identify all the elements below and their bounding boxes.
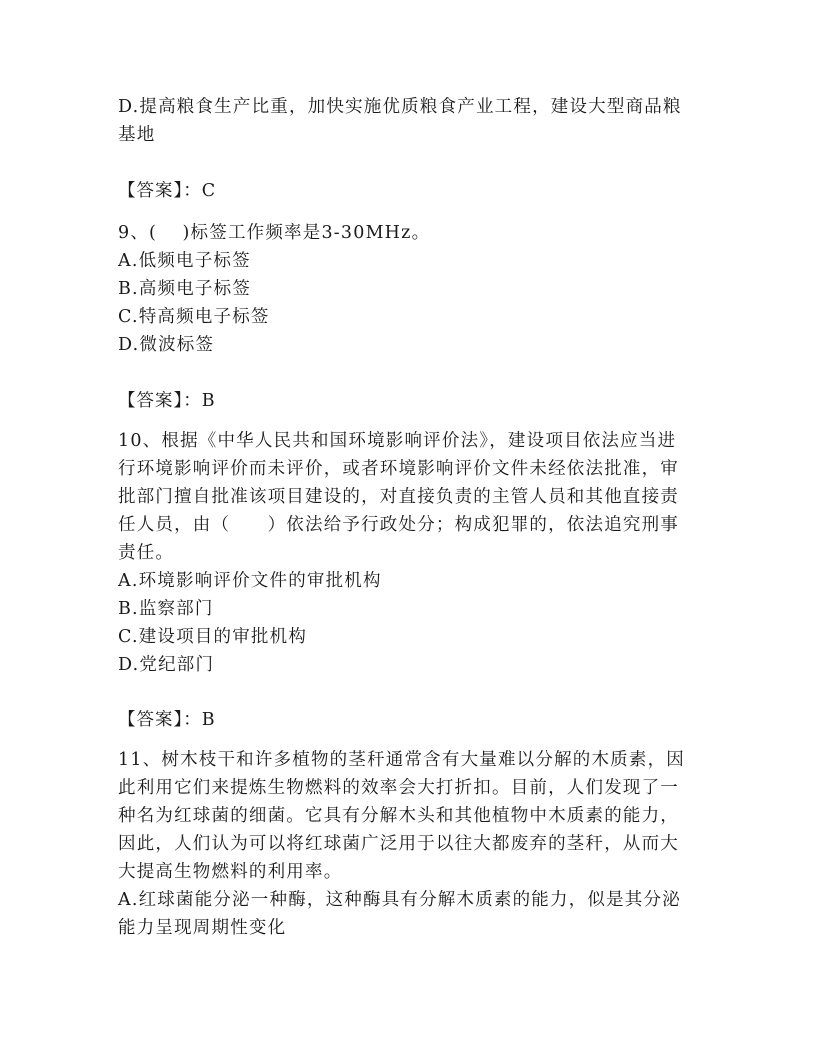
q10-stem-line5: 责任。 <box>118 543 175 563</box>
q10-option-d: D.党纪部门 <box>118 655 215 675</box>
q9-option-a: A.低频电子标签 <box>118 251 251 271</box>
q11-stem-line1: 11、树木枝干和许多植物的茎秆通常含有大量难以分解的木质素，因 <box>118 750 685 770</box>
q11-option-a-line1: A.红球菌能分泌一种酶，这种酶具有分解木质素的能力，似是其分泌 <box>118 890 681 910</box>
q11-stem-line5: 大提高生物燃料的利用率。 <box>118 862 343 882</box>
q10-stem-line1: 10、根据《中华人民共和国环境影响评价法》，建设项目依法应当进 <box>118 431 677 451</box>
q10-answer: 【答案】：B <box>118 710 216 730</box>
q8-option-d-line1: D.提高粮食生产比重，加快实施优质粮食产业工程，建设大型商品粮 <box>118 97 682 117</box>
q10-stem-line4: 任人员，由（ ）依法给予行政处分；构成犯罪的，依法追究刑事 <box>118 515 679 535</box>
q10-option-a: A.环境影响评价文件的审批机构 <box>118 571 382 591</box>
q9-option-d: D.微波标签 <box>118 335 215 355</box>
q10-stem-line3: 批部门擅自批准该项目建设的，对直接负责的主管人员和其他直接责 <box>118 487 679 507</box>
q9-option-b: B.高频电子标签 <box>118 279 252 299</box>
q11-stem-line4: 因此，人们认为可以将红球菌广泛用于以往大都废弃的茎秆，从而大 <box>118 834 679 854</box>
q10-option-c: C.建设项目的审批机构 <box>118 627 308 647</box>
q11-stem-line3: 种名为红球菌的细菌。它具有分解木头和其他植物中木质素的能力， <box>118 806 679 826</box>
q9-stem: 9、( )标签工作频率是3-30MHz。 <box>118 223 431 243</box>
q10-option-b: B.监察部门 <box>118 599 214 619</box>
q11-stem-line2: 此利用它们来提炼生物燃料的效率会大打折扣。目前，人们发现了一 <box>118 778 679 798</box>
q9-option-c: C.特高频电子标签 <box>118 307 270 327</box>
q8-answer: 【答案】：C <box>118 181 217 201</box>
q9-answer: 【答案】：B <box>118 391 216 411</box>
q10-stem-line2: 行环境影响评价而未评价，或者环境影响评价文件未经依法批准，审 <box>118 459 679 479</box>
q8-option-d-line2: 基地 <box>118 125 156 145</box>
q11-option-a-line2: 能力呈现周期性变化 <box>118 918 287 938</box>
